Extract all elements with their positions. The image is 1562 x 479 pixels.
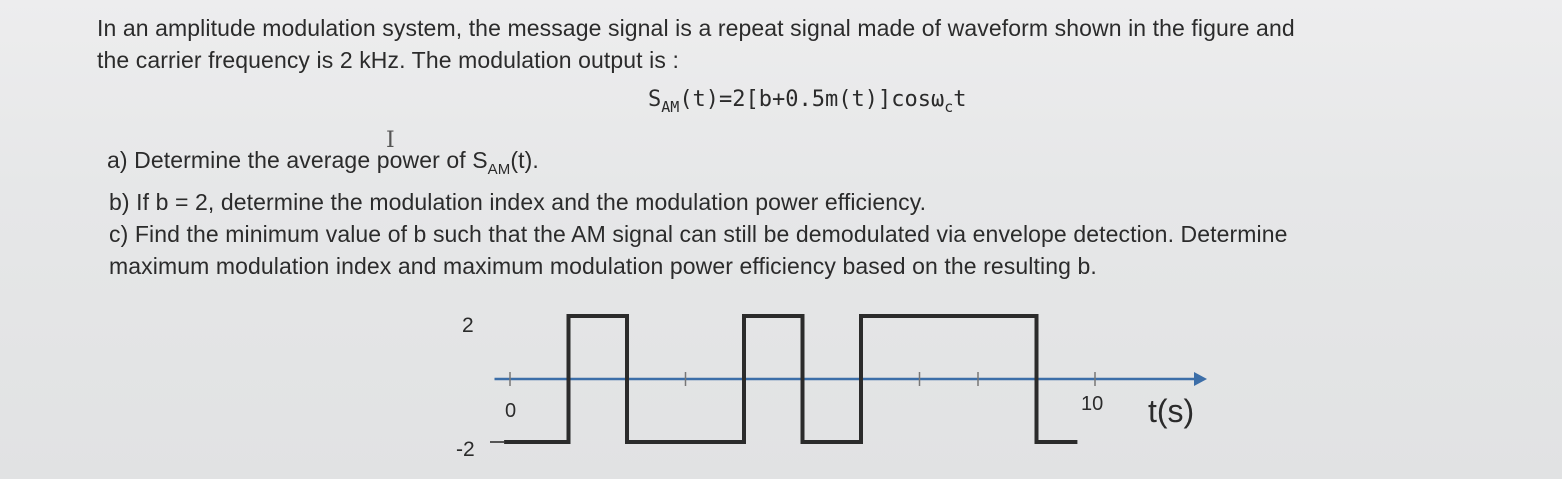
x-tick-label-0: 0 bbox=[505, 400, 517, 422]
y-tick-label-minus-2: -2 bbox=[456, 438, 475, 461]
formula-tail: t bbox=[953, 87, 967, 112]
part-c-text-1: c) Find the minimum value of b such that the AM signal can still be demodulated via envelope detection. Determine bbox=[109, 221, 1288, 247]
x-tick-label-10: 10 bbox=[1081, 393, 1104, 415]
part-c-text-2: maximum modulation index and maximum modulation power efficiency based on the resulting b. bbox=[109, 253, 1097, 279]
y-tick-label-2: 2 bbox=[462, 314, 474, 337]
part-a-text: a) Determine the average power of S bbox=[107, 147, 488, 173]
problem-intro-text-2: the carrier frequency is 2 kHz. The modulation output is : bbox=[97, 47, 679, 73]
part-b-text: b) If b = 2, determine the modulation index and the modulation power efficiency. bbox=[109, 189, 927, 215]
formula-lhs-subscript: AM bbox=[661, 98, 680, 116]
text-cursor-icon: I bbox=[386, 128, 395, 153]
formula-middle: (t)=2[b+0.5m(t)]cosω bbox=[679, 87, 945, 112]
formula-carrier-subscript: c bbox=[944, 98, 954, 116]
time-axis-arrowhead bbox=[1194, 372, 1207, 386]
part-a-tail: (t). bbox=[510, 147, 539, 173]
x-axis-label: t(s) bbox=[1148, 393, 1195, 429]
formula-lhs: S bbox=[648, 87, 662, 112]
part-a-subscript: AM bbox=[487, 161, 511, 178]
problem-intro-text-1: In an amplitude modulation system, the message signal is a repeat signal made of waveform shown in the figure and bbox=[97, 15, 1295, 41]
